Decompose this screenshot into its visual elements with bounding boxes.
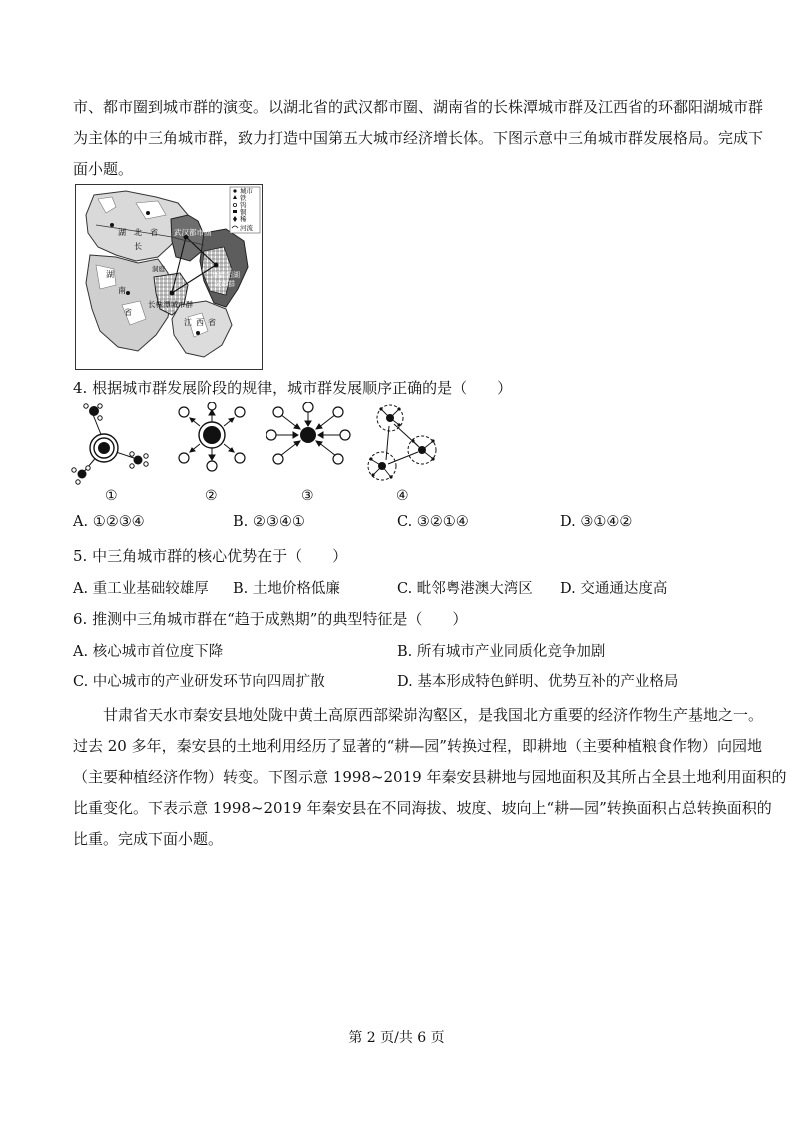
legend-iron: 铁 [240, 194, 247, 202]
q5-option-b[interactable]: B. 土地价格低廉 [233, 581, 340, 597]
q4-diagram-4 [362, 402, 448, 492]
q4-stem: 4. 根据城市群发展阶段的规律，城市群发展顺序正确的是（ ） [73, 379, 513, 397]
q4-diagram-1 [70, 402, 160, 492]
q5-option-c[interactable]: C. 毗邻粤港澳大湾区 [397, 581, 533, 597]
label-poyang-1: 环鄱阳湖 [212, 271, 240, 279]
q4-diagram-3 [266, 402, 352, 492]
label-hubei-3: 省 [150, 228, 158, 237]
diagram-label-4: ④ [396, 488, 409, 504]
label-jiangxi-1: 江 [184, 318, 192, 327]
label-dongting: 洞庭 [152, 265, 165, 273]
diagram-label-2: ② [205, 488, 218, 504]
q6-option-a[interactable]: A. 核心城市首位度下降 [73, 644, 224, 660]
label-jiangxi-2: 西 [196, 318, 204, 327]
q4-option-a[interactable]: A. ①②③④ [73, 514, 145, 530]
label-wuhan-metro: 武汉都市圈 [174, 228, 212, 237]
passage2-line-4: 比重变化。下表示意 1998~2019 年秦安县在不同海拔、坡度、坡向上“耕—园”转换面积占总转换面积的 [73, 799, 772, 817]
page-footer: 第 2 页/共 6 页 [348, 1030, 445, 1046]
label-hunan-3: 省 [124, 308, 132, 317]
q6-option-d[interactable]: D. 基本形成特色鲜明、优势互补的产业格局 [397, 674, 679, 690]
intro-line-1: 市、都市圈到城市群的演变。以湖北省的武汉都市圈、湖南省的长株潭城市群及江西省的环鄱阳湖城市群 [73, 98, 764, 116]
diagram-label-1: ① [105, 488, 118, 504]
label-changzhutan: 长株潭城市群 [148, 300, 193, 309]
map-drawing [76, 185, 262, 369]
legend-tungsten: 钨 [240, 201, 247, 209]
label-jiangxi-3: 省 [208, 318, 216, 327]
intro-line-3: 面小题。 [73, 160, 134, 178]
label-hunan-1: 湖 [106, 270, 114, 279]
intro-line-2: 为主体的中三角城市群，致力打造中国第五大城市经济增长体。下图示意中三角城市群发展格局。完成下 [73, 129, 764, 147]
legend-rare-earth: 稀 [240, 215, 247, 223]
legend-city: 城市 [240, 187, 253, 195]
legend-river: 河流 [240, 224, 253, 232]
label-hubei-1: 湖 [118, 228, 126, 237]
q4-option-d[interactable]: D. ③①④② [560, 514, 633, 530]
passage2-line-3: （主要种植经济作物）转变。下图示意 1998~2019 年秦安县耕地与园地面积及其所占全县土地利用面积的 [73, 768, 787, 786]
label-hunan-2: 南 [118, 286, 126, 295]
passage2-line-5: 比重。完成下面小题。 [73, 830, 224, 848]
q6-option-b[interactable]: B. 所有城市产业同质化竞争加剧 [397, 644, 606, 660]
q5-option-d[interactable]: D. 交通通达度高 [560, 581, 668, 597]
diagram-label-3: ③ [301, 488, 314, 504]
passage2-line-2: 过去 20 多年，秦安县的土地利用经历了显著的“耕—园”转换过程，即耕地（主要种植粮食作物）向园地 [73, 737, 762, 755]
label-chang: 长 [134, 242, 142, 251]
q6-stem: 6. 推测中三角城市群在“趋于成熟期”的典型特征是（ ） [73, 610, 468, 628]
legend-copper: 铜 [240, 208, 247, 216]
q4-diagram-2 [170, 402, 256, 492]
label-hubei-2: 北 [134, 228, 142, 237]
q4-option-c[interactable]: C. ③②①④ [397, 514, 469, 530]
middle-triangle-map [75, 184, 263, 370]
passage2-line-1: 甘肃省天水市秦安县地处陇中黄土高原西部梁峁沟壑区，是我国北方重要的经济作物生产基地之一。 [103, 706, 764, 724]
map-legend [230, 186, 260, 233]
q6-option-c[interactable]: C. 中心城市的产业研发环节向四周扩散 [73, 674, 325, 690]
q4-option-b[interactable]: B. ②③④① [233, 514, 305, 530]
label-poyang-2: 城市群 [214, 280, 235, 288]
q5-option-a[interactable]: A. 重工业基础较雄厚 [73, 581, 209, 597]
q5-stem: 5. 中三角城市群的核心优势在于（ ） [73, 547, 348, 565]
